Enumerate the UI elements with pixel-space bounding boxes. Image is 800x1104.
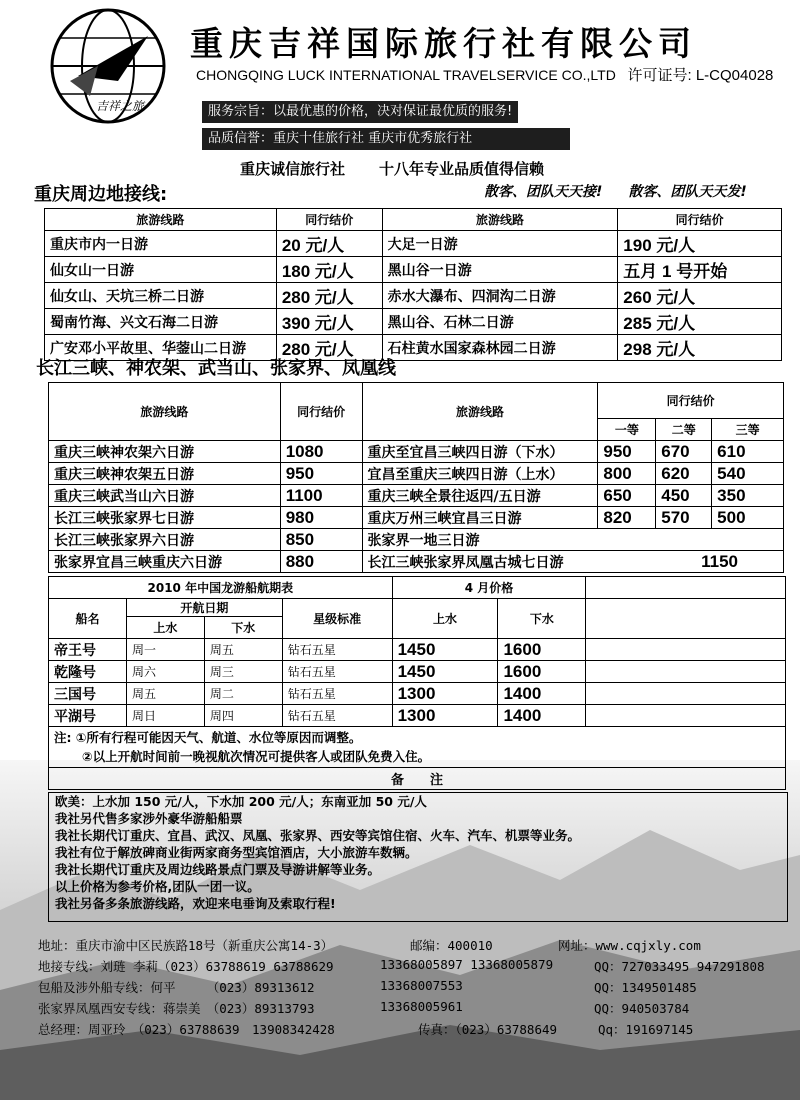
table-row [45,231,782,257]
table-row [49,661,786,683]
table-header-row [45,209,782,231]
contact-qq: QQ：727033495 947291808 [594,959,765,974]
route-cell: 黑山谷一日游 [382,257,618,283]
manager-qq: Qq：191697145 [598,1022,694,1037]
column-header: 下水 [204,617,282,639]
contact-qq: QQ：1349501485 [594,980,697,995]
table-row [49,639,786,661]
price-cell: 610 [712,441,784,463]
contact-row [38,978,798,999]
ship-name: 乾隆号 [49,661,127,683]
price-value: 1150 [701,551,738,571]
license-number: 许可证号: L-CQ04028 [627,67,774,84]
table-header-row [49,383,784,419]
price-cell: 五月 1 号开始 [618,257,782,283]
price-cell: 850 [280,529,362,551]
company-logo [38,6,178,126]
price-cell: 280 元/人 [276,283,382,309]
note-line: 欧美：上水加 150 元/人，下水加 200 元/人；东南亚加 50 元/人 [55,794,427,809]
route-cell: 重庆万州三峡宜昌三日游 [362,507,598,529]
column-header: 星级标准 [282,599,392,639]
route-cell: 石柱黄水国家森林园二日游 [382,335,618,361]
day-cell: 周二 [204,683,282,705]
column-header: 上水 [126,617,204,639]
star-cell: 钻石五星 [282,683,392,705]
cruise-schedule-table [48,576,786,790]
price-cell: 280 元/人 [276,335,382,361]
price-cell: 1600 [498,639,586,661]
column-header: 同行结价 [618,209,782,231]
section-title-local-tours: 重庆周边地接线: [34,184,168,205]
price-cell: 1080 [280,441,362,463]
price-cell: 950 [280,463,362,485]
price-cell: 880 [280,551,362,573]
yangtze-tours-table [48,382,784,573]
company-english-name: CHONGQING LUCK INTERNATIONAL TRAVELSERVICE CO.,LTD 许可证号: L-CQ04028 [196,67,774,84]
route-cell: 蜀南竹海、兴文石海二日游 [45,309,277,335]
quality-honor-banner: 品质信誉：重庆十佳旅行社 重庆市优秀旅行社 [202,128,570,150]
price-cell: 298 元/人 [618,335,782,361]
note-line: 注: ①所有行程可能因天气、航道、水位等原因而调整。 [54,730,362,745]
day-cell: 周六 [126,661,204,683]
price-cell: 450 [656,485,712,507]
route-cell: 张家界宜昌三峡重庆六日游 [49,551,281,573]
note-line: ②以上开航时间前一晚视航次情况可提供客人或团队免费入住。 [82,749,431,764]
table-row [49,485,784,507]
empty-cell [586,639,786,661]
column-header: 旅游线路 [45,209,277,231]
price-cell: 1450 [392,639,498,661]
route-cell: 黑山谷、石林二日游 [382,309,618,335]
table-row [49,727,786,768]
price-cell: 285 元/人 [618,309,782,335]
slogan: 重庆诚信旅行社 十八年专业品质值得信赖 [240,160,545,178]
local-tours-table [44,208,782,361]
postcode: 邮编：400010 [410,938,493,953]
column-header: 同行结价 [598,383,784,419]
table-row [49,683,786,705]
table-row [49,441,784,463]
slogan-tags: 散客、团队天天接! 散客、团队天天发! [484,184,747,200]
contact-row [38,957,798,978]
price-cell: 390 元/人 [276,309,382,335]
table-row [45,309,782,335]
note-line: 我社另代售多家涉外豪华游船船票 [55,811,243,826]
price-cell: 20 元/人 [276,231,382,257]
day-cell: 周五 [204,639,282,661]
column-header: 下水 [498,599,586,639]
column-header: 开航日期 [126,599,282,617]
table-row [49,529,784,551]
column-header: 上水 [392,599,498,639]
column-header: 旅游线路 [382,209,618,231]
contact-info [38,936,798,1041]
route-cell: 重庆三峡神农架五日游 [49,463,281,485]
empty-cell [586,705,786,727]
route-cell: 仙女山一日游 [45,257,277,283]
contact-label: 包船及涉外船专线：何平 （023）89313612 [38,980,315,995]
manager-contact: 总经理：周亚玲 （023）63788639 13908342428 [38,1022,335,1037]
route-cell: 长江三峡张家界六日游 [49,529,281,551]
route-cell: 大足一日游 [382,231,618,257]
class-header: 二等 [656,419,712,441]
table-row [49,768,786,790]
price-cell: 620 [656,463,712,485]
empty-cell [586,599,786,639]
day-cell: 周五 [126,683,204,705]
notes-cell [49,727,786,768]
manager-row [38,1020,798,1041]
column-header: 旅游线路 [362,383,598,441]
price-cell: 1400 [498,683,586,705]
star-cell: 钻石五星 [282,661,392,683]
price-cell: 1450 [392,661,498,683]
price-title: 4 月价格 [392,577,586,599]
contact-label: 地接专线：刘琏 李莉（023）63788619 63788629 [38,959,334,974]
price-cell: 1300 [392,683,498,705]
table-subheader-row [49,599,786,617]
route-cell: 重庆三峡全景往返四/五日游 [362,485,598,507]
route-cell: 重庆至宜昌三峡四日游（下水） [362,441,598,463]
route-cell: 广安邓小平故里、华蓥山二日游 [45,335,277,361]
svg-text:吉祥之旅: 吉祥之旅 [96,99,145,113]
address-row [38,936,798,957]
remarks-box [48,792,788,922]
contact-mobiles: 13368007553 [380,978,463,993]
route-cell: 张家界一地三日游 [362,529,783,551]
fax: 传真：（023）63788649 [418,1022,558,1037]
empty-cell [586,683,786,705]
price-cell: 980 [280,507,362,529]
company-name: 重庆吉祥国际旅行社有限公司 [190,24,697,63]
route-cell: 仙女山、天坑三桥二日游 [45,283,277,309]
price-cell: 540 [712,463,784,485]
route-cell: 宜昌至重庆三峡四日游（上水） [362,463,598,485]
star-cell: 钻石五星 [282,639,392,661]
price-cell: 500 [712,507,784,529]
price-cell: 180 元/人 [276,257,382,283]
day-cell: 周一 [126,639,204,661]
route-cell: 重庆三峡武当山六日游 [49,485,281,507]
address: 地址：重庆市渝中区民族路18号（新重庆公寓14-3） [38,938,334,953]
column-header: 同行结价 [280,383,362,441]
contact-mobiles: 13368005897 13368005879 [380,957,554,972]
table-row [45,257,782,283]
price-cell: 1100 [280,485,362,507]
price-cell: 950 [598,441,656,463]
route-cell: 重庆市内一日游 [45,231,277,257]
contact-row [38,999,798,1020]
empty-cell [586,661,786,683]
section-title-yangtze: 长江三峡、神农架、武当山、张家界、凤凰线 [36,358,396,379]
note-line: 我社有位于解放碑商业街两家商务型宾馆酒店，大小旅游车数辆。 [55,845,418,860]
price-cell: 570 [656,507,712,529]
note-line: 我社另备多条旅游线路，欢迎来电垂询及索取行程! [55,896,336,911]
column-header: 旅游线路 [49,383,281,441]
empty-cell [586,577,786,599]
ship-name: 三国号 [49,683,127,705]
website-link[interactable]: 网址：www.cqjxly.com [558,938,701,953]
class-header: 一等 [598,419,656,441]
column-header: 同行结价 [276,209,382,231]
class-header: 三等 [712,419,784,441]
note-line: 我社长期代订重庆、宜昌、武汉、凤凰、张家界、西安等宾馆住宿、火车、汽车、机票等业务。 [55,828,581,843]
table-row [49,551,784,573]
price-cell: 650 [598,485,656,507]
route-cell: 长江三峡张家界七日游 [49,507,281,529]
price-cell: 260 元/人 [618,283,782,309]
ship-name: 平湖号 [49,705,127,727]
price-cell: 820 [598,507,656,529]
contact-label: 张家界凤凰西安专线：蒋崇美 （023）89313793 [38,1001,315,1016]
price-cell: 350 [712,485,784,507]
note-line: 我社长期代订重庆及周边线路景点门票及导游讲解等业务。 [55,862,381,877]
table-row [49,705,786,727]
day-cell: 周三 [204,661,282,683]
price-cell: 1400 [498,705,586,727]
note-line: 以上价格为参考价格,团队一团一议。 [55,879,260,894]
price-cell: 190 元/人 [618,231,782,257]
price-cell: 800 [598,463,656,485]
service-purpose-banner: 服务宗旨：以最优惠的价格，决对保证最优质的服务! [202,101,518,123]
table-row [49,507,784,529]
route-cell: 赤水大瀑布、四洞沟二日游 [382,283,618,309]
price-cell: 1300 [392,705,498,727]
table-row [49,463,784,485]
star-cell: 钻石五星 [282,705,392,727]
day-cell: 周四 [204,705,282,727]
schedule-title: 2010 年中国龙游船航期表 [49,577,393,599]
column-header: 船名 [49,599,127,639]
price-cell: 1600 [498,661,586,683]
table-row [45,283,782,309]
remarks-title: 备 注 [49,768,786,790]
route-cell: 重庆三峡神农架六日游 [49,441,281,463]
ship-name: 帝王号 [49,639,127,661]
price-cell: 670 [656,441,712,463]
table-header-row [49,577,786,599]
contact-qq: QQ：940503784 [594,1001,690,1016]
day-cell: 周日 [126,705,204,727]
contact-mobiles: 13368005961 [380,999,463,1014]
route-cell: 长江三峡张家界凤凰古城七日游 1150 [362,551,783,573]
